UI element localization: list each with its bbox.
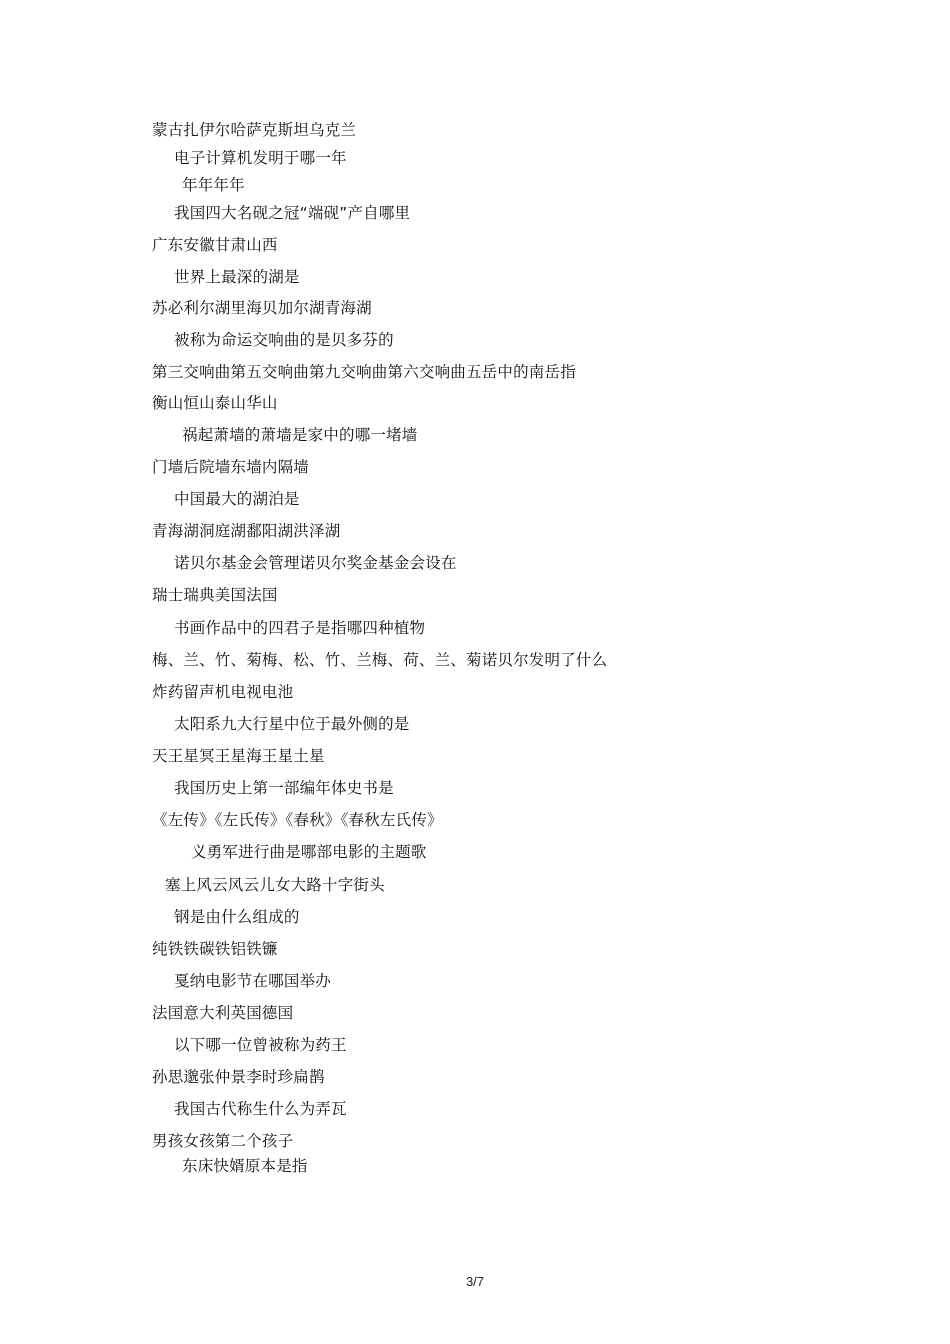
text-line: 青海湖洞庭湖鄱阳湖洪泽湖 [152,522,341,540]
text-line: 《左传》《左氏传》《春秋》《春秋左氏传》 [152,811,443,829]
text-line: 世界上最深的湖是 [174,268,300,286]
text-line: 衡山恒山泰山华山 [152,394,278,412]
text-line: 广东安徽甘肃山西 [152,236,278,254]
text-line: 电子计算机发明于哪一年 [174,149,347,167]
text-line: 第三交响曲第五交响曲第九交响曲第六交响曲五岳中的南岳指 [152,363,576,381]
text-line: 义勇军进行曲是哪部电影的主题歌 [191,843,427,861]
text-line: 钢是由什么组成的 [174,908,300,926]
text-line: 瑞士瑞典美国法国 [152,586,278,604]
text-line: 蒙古扎伊尔哈萨克斯坦乌克兰 [152,121,357,139]
text-line: 我国古代称生什么为弄瓦 [174,1100,347,1118]
text-line: 诺贝尔基金会管理诺贝尔奖金基金会设在 [174,554,457,572]
text-line: 东床快婿原本是指 [182,1157,308,1175]
text-line: 以下哪一位曾被称为药王 [174,1036,347,1054]
text-line: 炸药留声机电视电池 [152,683,294,701]
text-line: 年年年年 [182,176,245,194]
text-line: 纯铁铁碳铁铝铁镰 [152,940,278,958]
text-line: 太阳系九大行星中位于最外侧的是 [174,715,410,733]
text-line: 孙思邈张仲景李时珍扁鹊 [152,1068,325,1086]
text-line: 苏必利尔湖里海贝加尔湖青海湖 [152,299,372,317]
text-line: 书画作品中的四君子是指哪四种植物 [174,619,426,637]
text-line: 祸起萧墙的萧墙是家中的哪一堵墙 [182,426,418,444]
text-line: 男孩女孩第二个孩子 [152,1132,294,1150]
text-line: 塞上风云风云儿女大路十字街头 [165,876,385,894]
text-line: 我国四大名砚之冠“端砚”产自哪里 [174,204,411,222]
text-line: 门墙后院墙东墙内隔墙 [152,458,310,476]
text-line: 戛纳电影节在哪国举办 [174,972,332,990]
page-number: 3/7 [465,1274,485,1289]
text-line: 被称为命运交响曲的是贝多芬的 [174,331,394,349]
text-line: 中国最大的湖泊是 [174,490,300,508]
text-line: 天王星冥王星海王星土星 [152,747,325,765]
text-line: 梅、兰、竹、菊梅、松、竹、兰梅、荷、兰、菊诺贝尔发明了什么 [152,651,608,669]
text-line: 法国意大利英国德国 [152,1004,294,1022]
text-line: 我国历史上第一部编年体史书是 [174,779,394,797]
